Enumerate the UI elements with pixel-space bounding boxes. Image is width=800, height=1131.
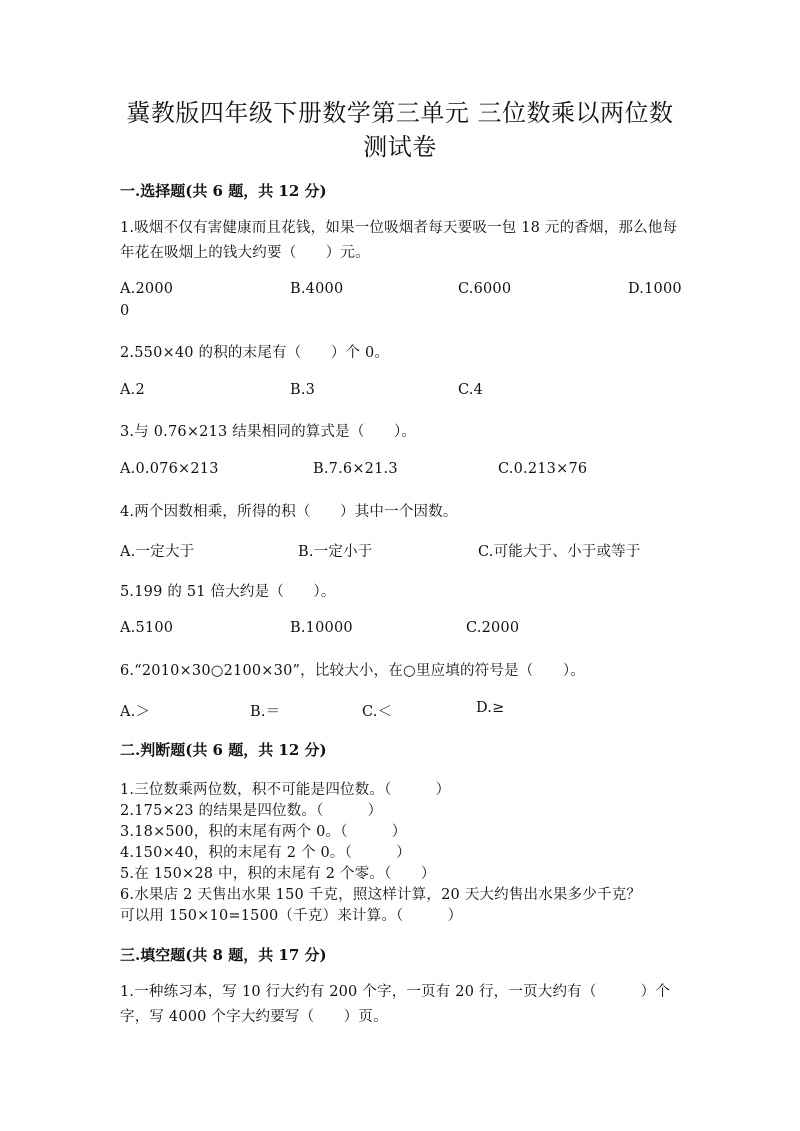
question-4: 4.两个因数相乘，所得的积（ ）其中一个因数。	[120, 504, 458, 520]
fill-question-1: 1.一种练习本，写 10 行大约有 200 个字，一页有 20 行，一页大约有（ ）个字，写 4000 个字大约要写（ ）页。	[120, 984, 671, 1025]
judge-item-2: 2.175×23 的结果是四位数。（ ）	[120, 803, 383, 819]
judge-item-5: 5.在 150×28 中，积的末尾有 2 个零。（ ）	[120, 866, 436, 882]
option-4b: B.一定小于	[298, 544, 373, 560]
section-heading-fill: 三.填空题(共 8 题，共 17 分)	[120, 946, 327, 964]
section-heading-judge: 二.判断题(共 6 题，共 12 分)	[120, 741, 327, 759]
judge-item-6: 6.水果店 2 天售出水果 150 千克，照这样计算，20 天大约售出水果多少千克？	[120, 887, 642, 903]
option-2c: C.4	[458, 382, 484, 398]
judge-item-4: 4.150×40，积的末尾有 2 个 0。（ ）	[120, 845, 411, 861]
option-6d: D.≥	[476, 700, 505, 716]
option-2b: B.3	[290, 382, 316, 398]
option-6b: B.＝	[250, 704, 281, 720]
option-5b: B.10000	[290, 620, 353, 636]
page-title-line2: 测试卷	[363, 133, 437, 161]
option-6c: C.＜	[362, 704, 393, 720]
option-2a: A.2	[120, 382, 145, 398]
option-4c: C.可能大于、小于或等于	[478, 544, 641, 560]
question-1: 1.吸烟不仅有害健康而且花钱，如果一位吸烟者每天要吸一包 18 元的香烟，那么他每年花在吸烟上的钱大约要（ ）元。	[120, 220, 678, 261]
option-5c: C.2000	[466, 620, 520, 636]
option-1c: C.6000	[458, 281, 512, 297]
question-5: 5.199 的 51 倍大约是（ ）。	[120, 584, 336, 600]
question-3: 3.与 0.76×213 结果相同的算式是（ ）。	[120, 424, 417, 440]
judge-item-1: 1.三位数乘两位数，积不可能是四位数。（ ）	[120, 782, 451, 798]
judge-item-3: 3.18×500，积的末尾有两个 0。（ ）	[120, 824, 407, 840]
option-3c: C.0.213×76	[498, 461, 588, 477]
question-2: 2.550×40 的积的末尾有（ ）个 0。	[120, 345, 390, 361]
option-6a: A.＞	[120, 704, 151, 720]
section-heading-choice: 一.选择题(共 6 题，共 12 分)	[120, 182, 327, 200]
option-3a: A.0.076×213	[120, 461, 219, 477]
option-1b: B.4000	[290, 281, 344, 297]
option-1d-overflow: 0	[120, 303, 130, 319]
option-1a: A.2000	[120, 281, 174, 297]
option-1d: D.1000	[628, 281, 682, 297]
option-4a: A.一定大于	[120, 544, 195, 560]
question-6: 6.“2010×30○2100×30”，比较大小，在○里应填的符号是（ ）。	[120, 663, 586, 679]
option-3b: B.7.6×21.3	[313, 461, 398, 477]
option-5a: A.5100	[120, 620, 174, 636]
judge-item-6-cont: 可以用 150×10=1500（千克）来计算。（ ）	[120, 908, 463, 924]
page-title-line1: 冀教版四年级下册数学第三单元 三位数乘以两位数	[126, 99, 674, 127]
